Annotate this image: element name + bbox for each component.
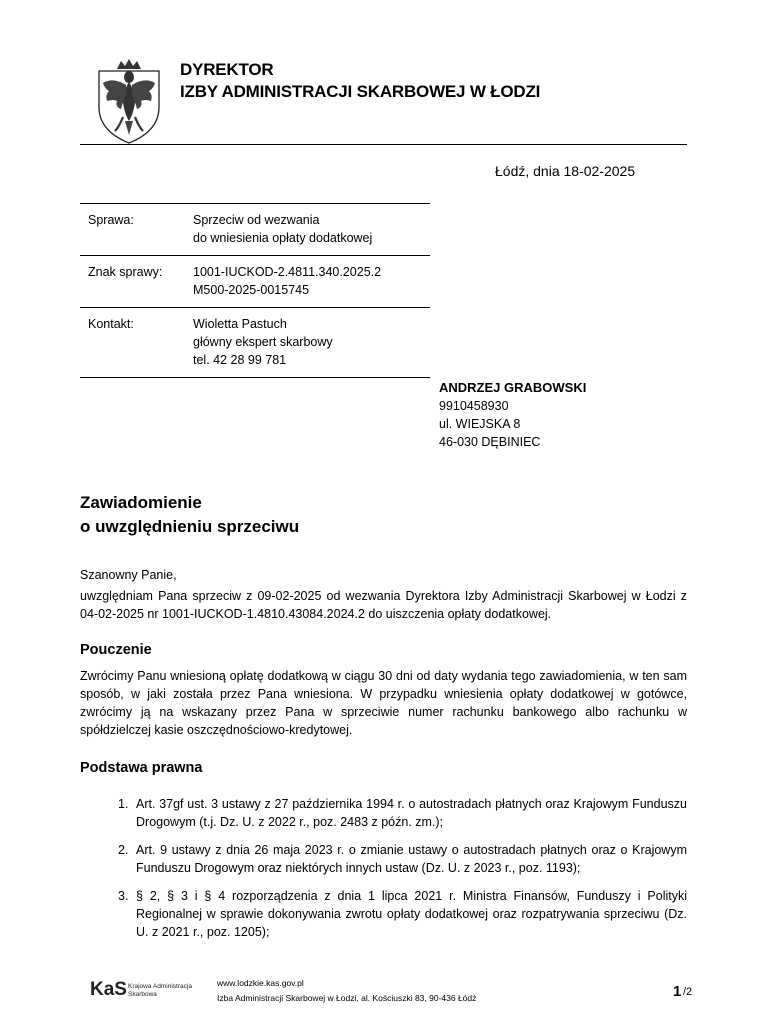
salutation: Szanowny Panie,: [80, 568, 177, 582]
contact-name: Wioletta Pastuch: [193, 317, 287, 331]
polish-eagle-emblem-icon: [93, 55, 165, 145]
contact-title: główny ekspert skarbowy: [193, 335, 333, 349]
logo-text-line2: Skarbowa: [128, 991, 157, 998]
kas-logo-icon: [90, 975, 200, 1003]
recipient-id: 9910458930: [439, 399, 509, 413]
authority-line1: DYREKTOR: [180, 60, 274, 79]
svg-text:KaS: KaS: [90, 979, 127, 1000]
recipient-name: ANDRZEJ GRABOWSKI: [439, 380, 587, 395]
list-item-text: § 2, § 3 i § 4 rozporządzenia z dnia 1 lipca 2021 r. Ministra Finansów, Funduszy i Polityki Regionalnej w sprawie dokonywania zwrotu opłaty dodatkowej oraz rozpatrywania sprzeciwu (Dz. U. z 2021 r., poz. 1205);: [136, 889, 687, 939]
list-item-text: Art. 37gf ust. 3 ustawy z 27 października 1994 r. o autostradach płatnych oraz Krajowym Funduszu Drogowym (t.j. Dz. U. z 2022 r., poz. 2483 z późn. zm.);: [136, 797, 687, 829]
list-item-number: 2.: [118, 843, 129, 857]
document-title-line2: o uwzględnieniu sprzeciwu: [80, 517, 300, 536]
logo-text-line1: Krajowa Administracja: [128, 983, 192, 990]
case-reference-line1: 1001-IUCKOD-2.4811.340.2025.2: [193, 265, 382, 279]
legal-basis-heading: Podstawa prawna: [80, 760, 203, 776]
legal-basis-list: [118, 795, 687, 951]
list-item-number: 3.: [118, 889, 129, 903]
issuing-authority: [180, 59, 540, 103]
case-reference-value: [193, 263, 381, 299]
case-reference-label: Znak sprawy:: [88, 265, 163, 279]
instruction-heading: Pouczenie: [80, 642, 152, 658]
recipient-street: ul. WIEJSKA 8: [439, 417, 521, 431]
contact-value: [193, 315, 333, 369]
decision-paragraph: uwzględniam Pana sprzeciw z 09-02-2025 od wezwania Dyrektora Izby Administracji Skarbowej w Łodzi z 04-02-2025 nr 1001-IUCKOD-1.4810.43084.2024.2 do uiszczenia opłaty dodatkowej.: [80, 589, 687, 621]
case-subject-row: [80, 204, 430, 256]
recipient-address: [439, 379, 586, 451]
case-details-table: [80, 203, 430, 378]
page-number: 1: [673, 983, 682, 1000]
instruction-paragraph: Zwrócimy Panu wniesioną opłatę dodatkową w ciągu 30 dni od daty wydania tego zawiadomienia, w ten sam sposób, w jaki została przez Pana wniesiona. W przypadku wniesienia opłaty dodatkowej w gotówce, zwrócimy ją na wskazany przez Pana w sprzeciwie numer rachunku bankowego albo rachunku w spółdzielczej kasie oszczędnościowo-kredytowej.: [80, 669, 687, 737]
list-item-text: Art. 9 ustawy z dnia 26 maja 2023 r. o zmianie ustawy o autostradach płatnych oraz o Krajowym Funduszu Drogowym oraz niektórych innych ustaw (Dz. U. z 2023 r., poz. 1193);: [136, 843, 687, 875]
authority-line2: IZBY ADMINISTRACJI SKARBOWEJ W ŁODZI: [180, 82, 541, 101]
footer-website-link[interactable]: www.lodzkie.kas.gov.pl: [217, 978, 304, 988]
contact-label: Kontakt:: [88, 317, 134, 331]
case-subject-value: [193, 211, 372, 247]
case-reference-row: [80, 256, 430, 308]
page-total: /2: [683, 986, 693, 998]
list-item: [118, 887, 687, 941]
list-item: [118, 795, 687, 831]
recipient-city: 46-030 DĘBINIEC: [439, 435, 541, 449]
case-reference-line2: M500-2025-0015745: [193, 283, 310, 297]
document-title-line1: Zawiadomienie: [80, 493, 202, 512]
document-date: Łódź, dnia 18-02-2025: [495, 163, 636, 179]
contact-phone: tel. 42 28 99 781: [193, 353, 287, 367]
footer-address: Izba Administracji Skarbowej w Łodzi, al. Kościuszki 83, 90-436 Łódź: [217, 993, 477, 1003]
header-divider: [80, 144, 687, 145]
list-item-number: 1.: [118, 797, 129, 811]
contact-row: [80, 308, 430, 378]
list-item: [118, 841, 687, 877]
case-subject-line1: Sprzeciw od wezwania: [193, 213, 320, 227]
case-subject-line2: do wniesienia opłaty dodatkowej: [193, 231, 373, 245]
document-title: [80, 491, 299, 539]
case-subject-label: Sprawa:: [88, 213, 134, 227]
